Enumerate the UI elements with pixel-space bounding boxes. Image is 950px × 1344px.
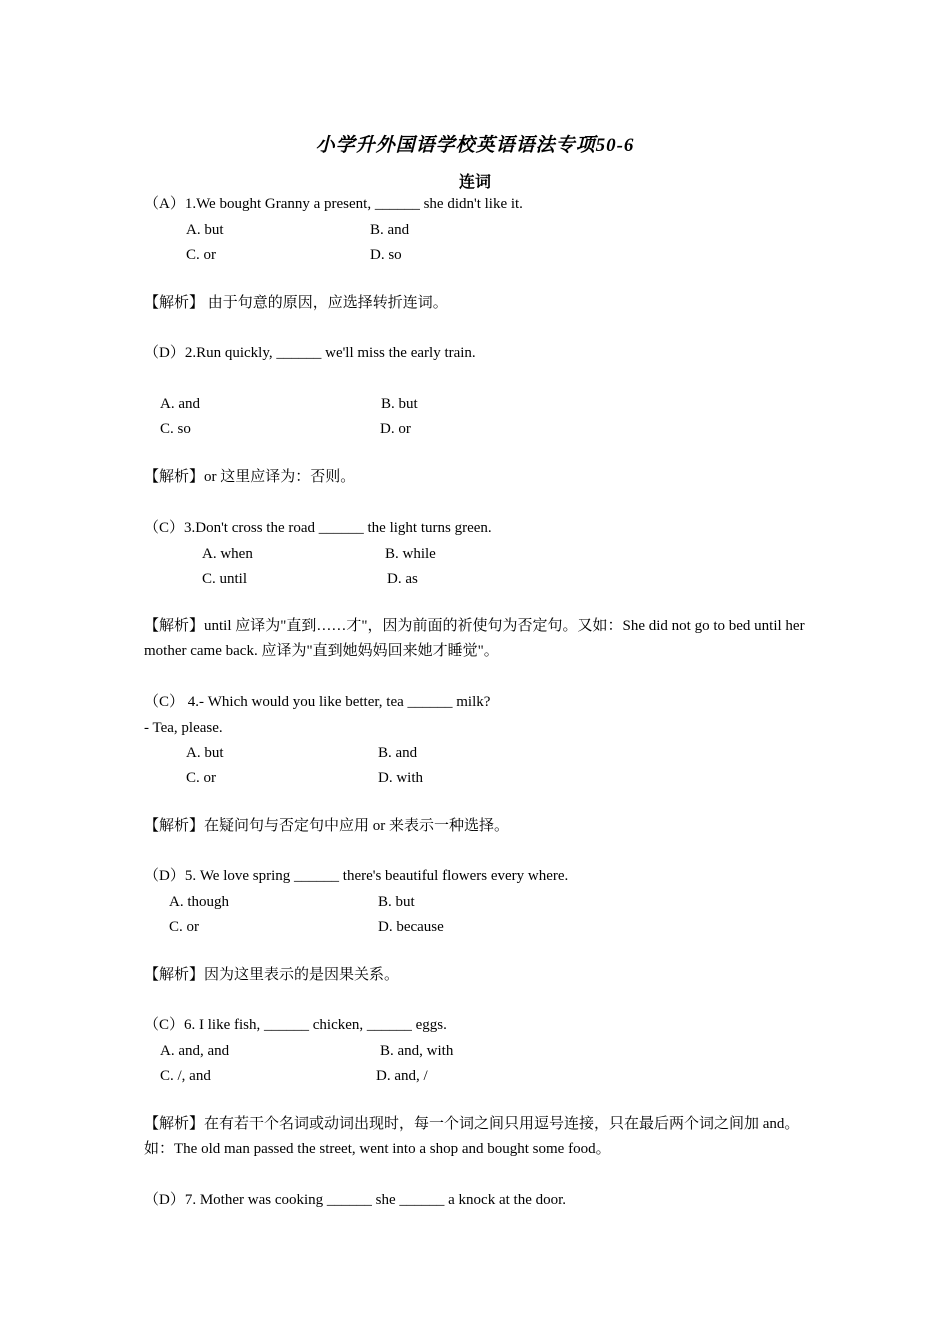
question-2-option-c: C. so — [160, 421, 191, 437]
question-2-analysis: 【解析】or 这里应译为：否则。 — [144, 469, 356, 485]
question-4-option-b: B. and — [378, 745, 418, 761]
question-2-stem: （D）2.Run quickly, ______ we'll miss the early train. — [144, 345, 476, 361]
question-6-option-a: A. and, and — [160, 1043, 230, 1059]
question-3-option-a: A. when — [202, 546, 253, 562]
question-6-analysis: 【解析】在有若干个名词或动词出现时，每一个词之间只用逗号连接，只在最后两个词之间加 and。如：The old man passed the street, went into a shop and bought some food。 — [144, 1116, 800, 1157]
question-7-stem: （D）7. Mother was cooking ______ she ______ a knock at the door. — [144, 1192, 567, 1208]
question-6-stem: （C）6. I like fish, ______ chicken, ______ eggs. — [144, 1017, 447, 1033]
question-4-option-d: D. with — [378, 770, 423, 786]
page-title: 小学升外国语学校英语语法专项50-6 — [315, 135, 635, 156]
question-1-stem: （A）1.We bought Granny a present, ______ she didn't like it. — [144, 196, 523, 212]
question-2-option-d: D. or — [380, 421, 411, 437]
question-4-stem-answer: - Tea, please. — [144, 720, 223, 736]
question-3-option-c: C. until — [202, 571, 248, 587]
question-5-option-d: D. because — [378, 919, 444, 935]
question-1-option-b: B. and — [370, 222, 410, 238]
question-1-option-c: C. or — [186, 247, 216, 263]
question-3-stem: （C）3.Don't cross the road ______ the light turns green. — [144, 520, 492, 536]
question-4-option-a: A. but — [186, 745, 224, 761]
question-2-option-b: B. but — [381, 396, 418, 412]
question-4-stem: （C） 4.- Which would you like better, tea ______ milk? — [144, 694, 491, 710]
question-1-option-d: D. so — [370, 247, 402, 263]
question-6-option-b: B. and, with — [380, 1043, 454, 1059]
question-6-option-c: C. /, and — [160, 1068, 211, 1084]
question-6-option-d: D. and, / — [376, 1068, 428, 1084]
section-heading: 连词 — [458, 174, 491, 191]
question-5-option-b: B. but — [378, 894, 415, 910]
question-3-analysis: 【解析】until 应译为"直到……才"，因为前面的祈使句为否定句。又如：She did not go to bed until her mother came back. 应译为"直到她妈妈回来她才睡觉"。 — [144, 618, 805, 659]
question-5-option-a: A. though — [169, 894, 229, 910]
question-5-stem: （D）5. We love spring ______ there's beautiful flowers every where. — [144, 868, 569, 884]
question-3-option-d: D. as — [387, 571, 418, 587]
question-1-option-a: A. but — [186, 222, 224, 238]
question-5-option-c: C. or — [169, 919, 199, 935]
question-5-analysis: 【解析】因为这里表示的是因果关系。 — [144, 967, 400, 983]
question-4-option-c: C. or — [186, 770, 216, 786]
question-2-option-a: A. and — [160, 396, 200, 412]
question-1-analysis: 【解析】 由于句意的原因，应选择转折连词。 — [144, 295, 448, 311]
question-3-option-b: B. while — [385, 546, 436, 562]
question-4-analysis: 【解析】在疑问句与否定句中应用 or 来表示一种选择。 — [144, 818, 509, 834]
